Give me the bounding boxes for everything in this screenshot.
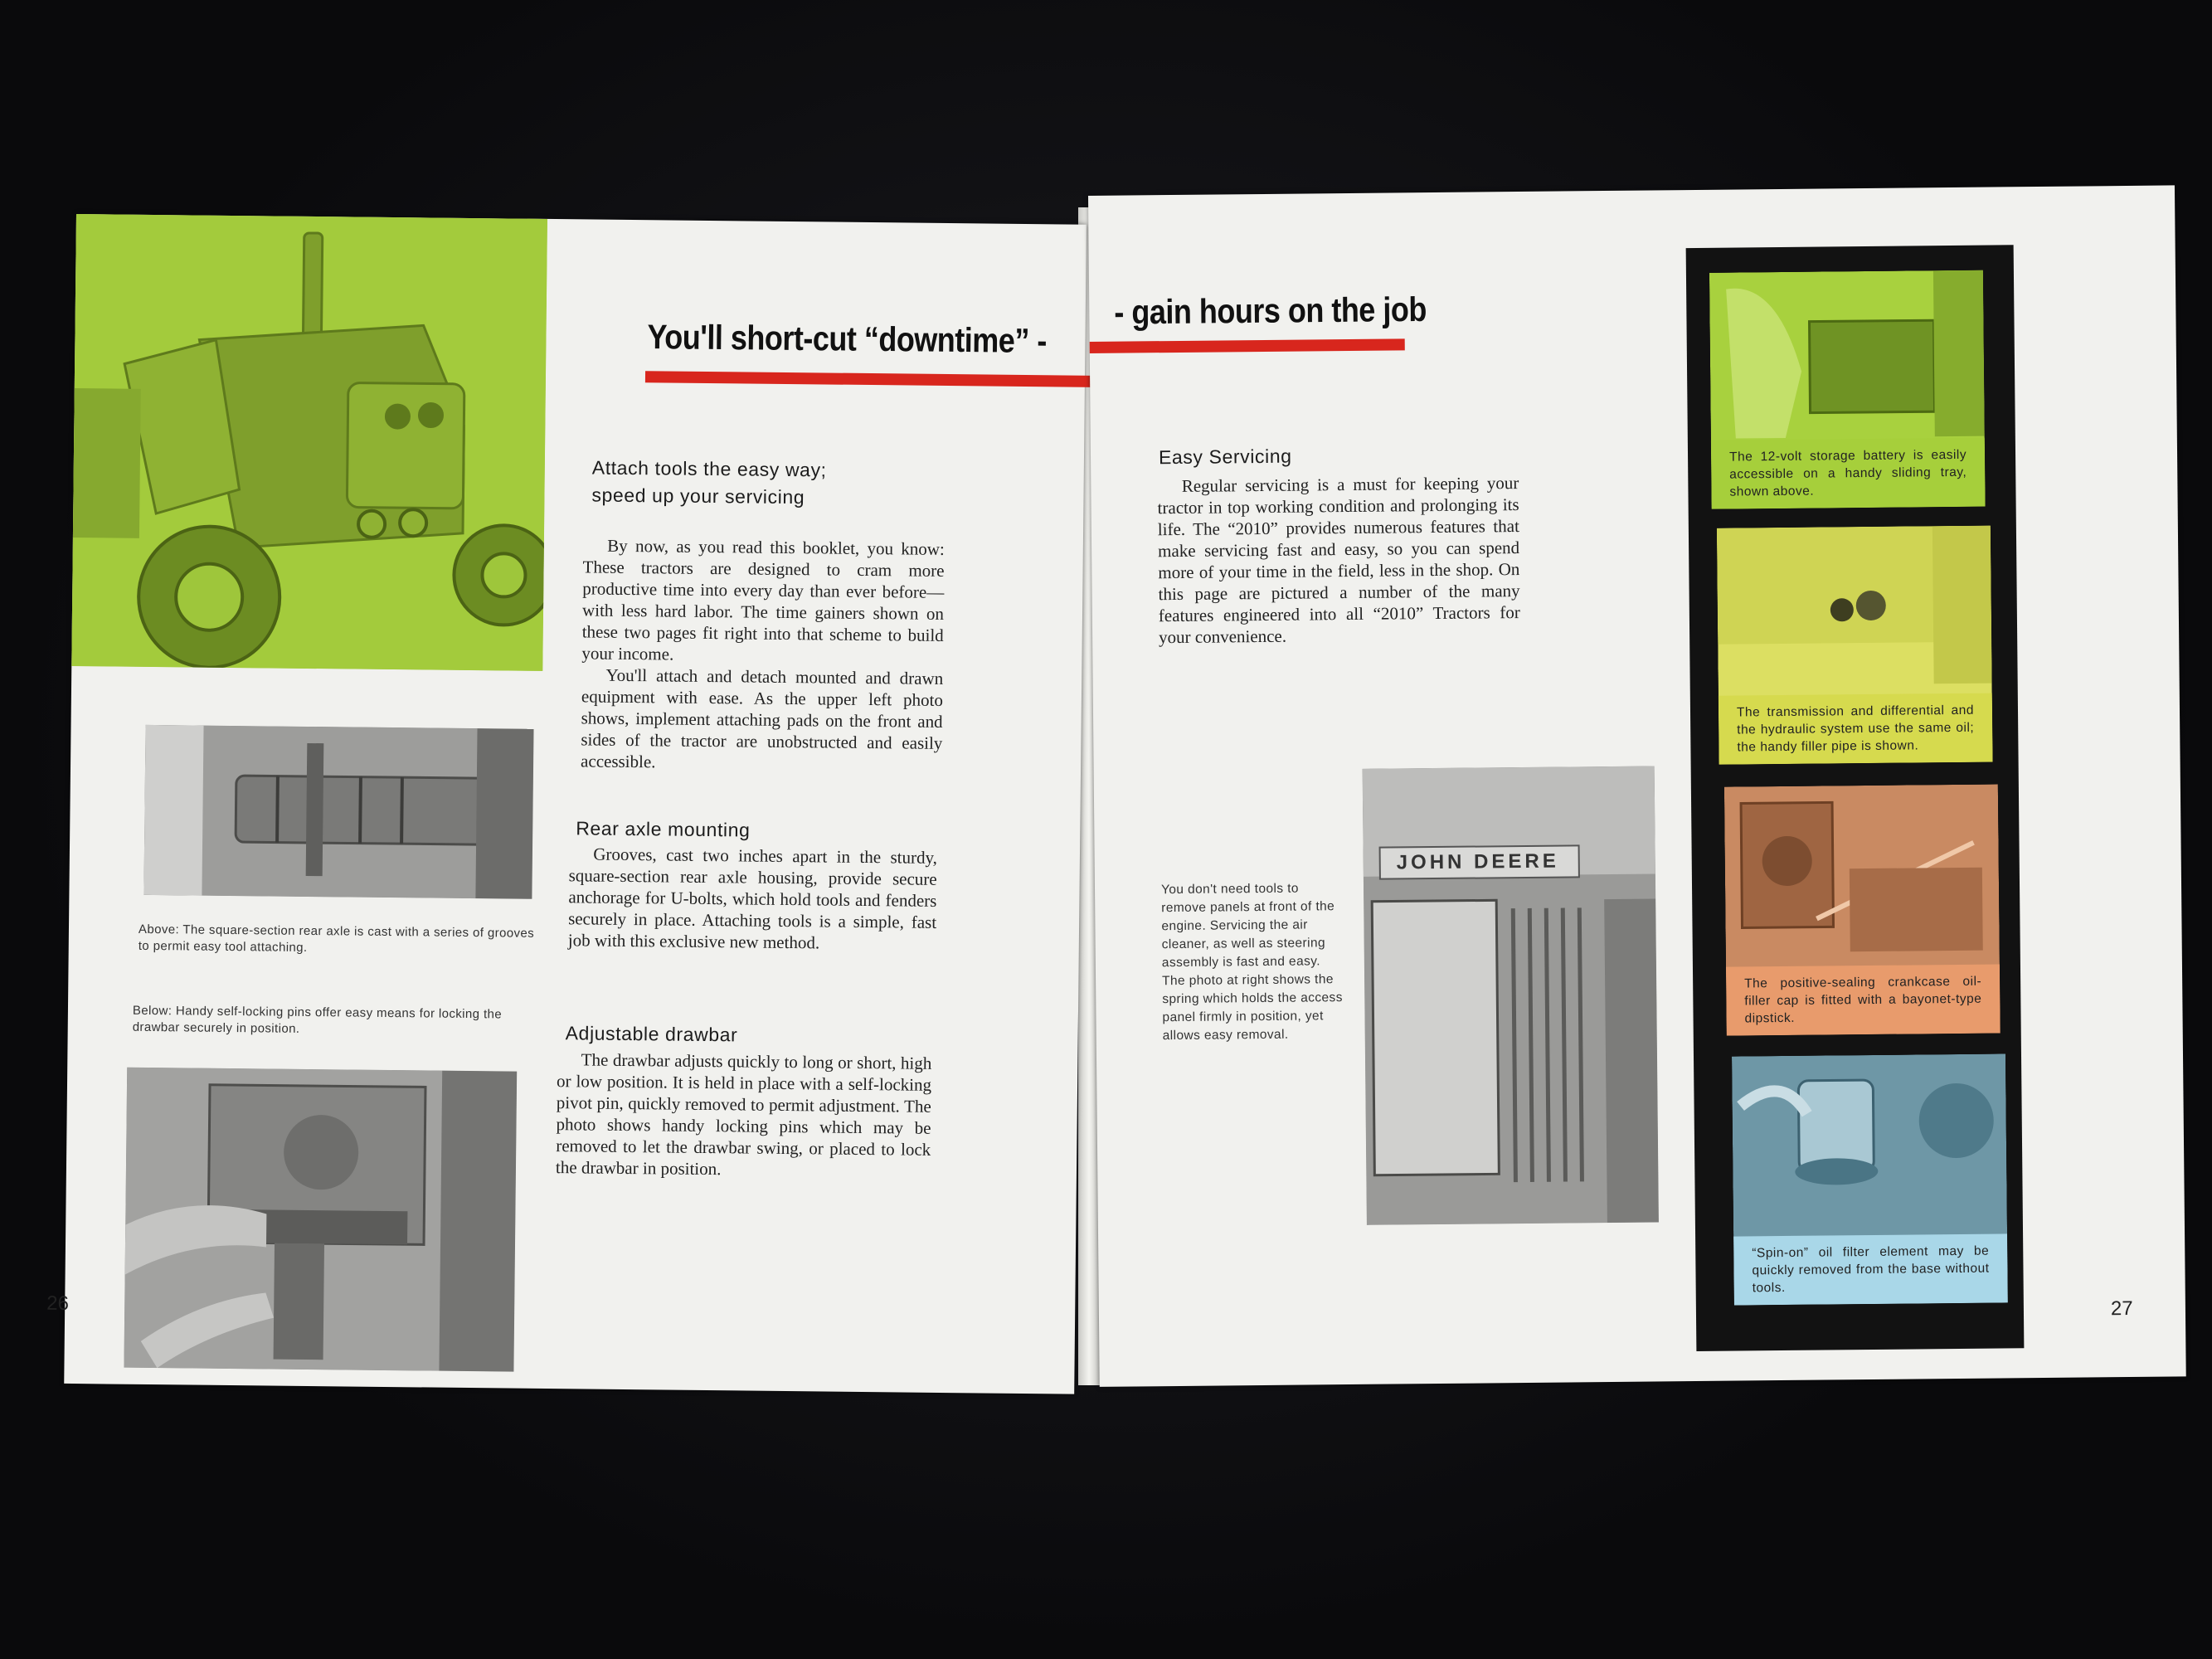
oil-filter-tile (1732, 1053, 2008, 1305)
access-panel-photo (1363, 766, 1659, 1224)
tractor-illustration (71, 214, 547, 671)
caption-below: Below: Handy self-locking pins offer easy means for locking the drawbar securely in position. (132, 1003, 503, 1036)
oil-filler-tile (1724, 785, 2001, 1036)
rear-axle-heading: Rear axle mounting (576, 817, 751, 841)
battery-tile (1709, 270, 1986, 509)
headline-underline-left (645, 371, 1093, 387)
attach-body (581, 534, 945, 776)
attach-heading-line1: Attach tools the easy way; (591, 456, 827, 481)
caption-above: Above: The square-section rear axle is cast with a series of grooves to permit easy tool attaching. (138, 922, 535, 955)
attach-heading (591, 455, 941, 513)
attach-body-paragraph-2: You'll attach and detach mounted and drawn equipment with ease. As the upper left photo shows, implement attaching pads on the front and sides of the tractor are unobstructed and easily accessible. (581, 664, 944, 772)
battery-caption: The 12-volt storage battery is easily accessible on a handy sliding tray, shown above. (1711, 438, 1986, 509)
headline-underline-right (1090, 338, 1405, 353)
drawbar-heading: Adjustable drawbar (565, 1022, 738, 1046)
oil-filler-caption: The positive-sealing crankcase oil-filler cap is fitted with a bayonet-type dipstick. (1726, 964, 2001, 1035)
left-page (46, 214, 1087, 1394)
easy-servicing-body: Regular servicing is a must for keeping your tractor in top working condition and prolonging its life. The “2010” provides numerous features that make servicing fast and easy, so you can spend more of your time in the field, less in the shop. On this page are pictured a number of the many features engineered into all “2010” Tractors for your convenience. (1157, 473, 1520, 648)
headline-right: - gain hours on the job (1114, 289, 1427, 332)
rear-axle-body: Grooves, cast two inches apart in the sturdy, square-section rear axle housing, provide secure anchorage for U-bolts, which hold tools and fenders securely in place. Attaching tools is a simple, fast job with this exclusive new method. (567, 844, 938, 953)
page-number-right: 27 (2110, 1297, 2133, 1321)
drawbar-body: The drawbar adjusts quickly to long or short, high or low position. It is held in place with a self-locking pivot pin, quickly removed to permit adjustment. The photo shows handy locking pins which may be removed to let the drawbar swing, or placed to lock the drawbar in position. (555, 1049, 932, 1180)
page-number-left: 26 (46, 1292, 70, 1315)
headline-left: You'll short-cut “downtime” - (647, 317, 1048, 361)
tractor-photo (71, 214, 547, 671)
attach-heading-line2: speed up your servicing (591, 484, 805, 508)
oil-filter-caption: “Spin-on” oil filter element may be quickly removed from the base without tools. (1733, 1233, 2008, 1305)
easy-servicing-heading: Easy Servicing (1158, 445, 1292, 469)
caption-access-panels: You don't need tools to remove panels at front of the engine. Servicing the air cleaner, as well as steering assembly is fast and easy. The photo at right shows the spring which holds the access panel firmly in position, yet allows easy removal. (1160, 881, 1343, 1044)
drawbar-illustration (124, 1068, 517, 1372)
rear-axle-illustration (143, 725, 533, 899)
filler-pipe-caption: The transmission and differential and the hydraulic system use the same oil; the handy filler pipe is shown. (1719, 693, 1993, 765)
attach-body-paragraph-1: By now, as you read this booklet, you know: These tractors are designed to cram more productive time into every day than ever before—with less hard labor. The time gainers shown on these two pages fit right into that scheme to build your income. (581, 535, 945, 664)
rear-axle-photo (143, 725, 533, 899)
drawbar-photo (124, 1068, 517, 1372)
access-panel-illustration (1363, 766, 1659, 1224)
right-page (1088, 185, 2186, 1387)
servicing-photo-strip (1686, 245, 2025, 1351)
filler-pipe-tile (1717, 526, 1993, 765)
john-deere-nameplate: JOHN DEERE (1396, 849, 1559, 874)
